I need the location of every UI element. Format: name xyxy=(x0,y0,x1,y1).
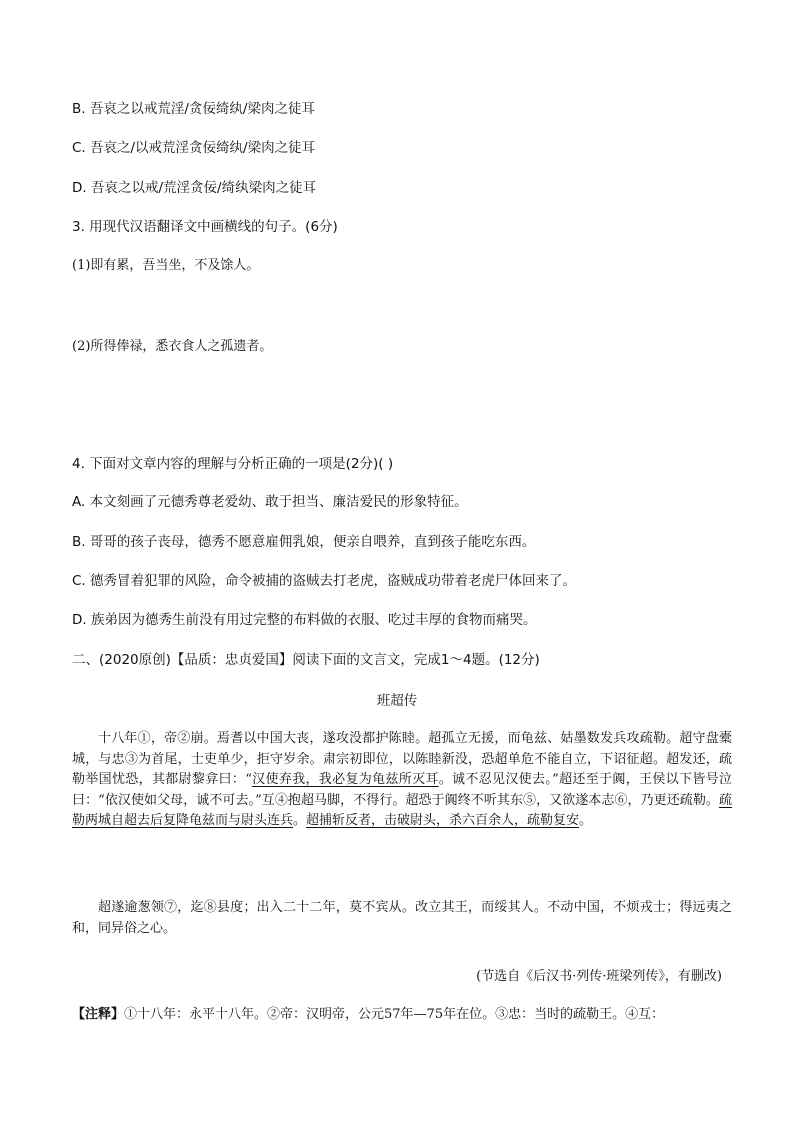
q3-prompt: 3. 用现代汉语翻译文中画横线的句子。(6分) xyxy=(72,219,338,235)
underlined-sentence-1: 汉使弃我，我必复为龟兹所灭耳 xyxy=(251,772,439,788)
source-citation: (节选自《后汉书·列传·班梁列传》，有删改) xyxy=(476,969,722,984)
passage-title: 班超传 xyxy=(376,693,418,709)
passage-paragraph-1 xyxy=(72,729,732,832)
q4-option-c: C. 德秀冒着犯罪的风险，命令被捕的盗贼去打老虎，盗贼成功带着老虎尸体回来了。 xyxy=(72,573,577,589)
q3-sentence-1: (1)即有累，吾当坐，不及馀人。 xyxy=(72,258,260,273)
q2-option-d: D. 吾哀之以戒/荒淫贪佞/绮纨梁肉之徒耳 xyxy=(72,180,317,196)
p1-text-a: 十八年①，帝②崩。焉耆以中国大丧，遂攻没都护陈睦。超孤立无援，而龟兹、姑墨数发兵攻疏勒。超守盘橐城，与忠③为首尾，士吏单少，拒守岁余。肃宗初即位，以陈睦新没，恐超单危不能自立，下诏征超。超发还，疏勒举国忧恐，其都尉黎弇曰：“ xyxy=(72,731,732,788)
underlined-sentence-2: 疏勒两城自超去后复降龟兹而与尉头连兵 xyxy=(72,792,732,829)
q4-option-d: D. 族弟因为德秀生前没有用过完整的布料做的衣服、吃过丰厚的食物而痛哭。 xyxy=(72,612,537,628)
p1-text-c: 。 xyxy=(293,813,307,829)
p1-text-b: 。诚不忍见汉使去。”超还至于阗，王侯以下皆号泣曰：“依汉使如父母，诚不可去。”互④抱超马脚，不得行。超恐于阗终不听其东⑤，又欲遂本志⑥，乃更还疏勒。 xyxy=(72,772,732,808)
q3-sentence-2: (2)所得俸禄，悉衣食人之孤遗者。 xyxy=(72,339,273,354)
annotation-text: ①十八年：永平十八年。②帝：汉明帝，公元57年—75年在位。③忠：当时的疏勒王。④互： xyxy=(124,1007,665,1022)
q2-option-c: C. 吾哀之/以戒荒淫贪佞绮纨/梁肉之徒耳 xyxy=(72,140,316,156)
passage-paragraph-2: 超遂逾葱领⑦，迄⑧县度；出入二十二年，莫不宾从。改立其王，而绥其人。不动中国，不烦戎士；得远夷之和，同异俗之心。 xyxy=(72,900,732,936)
q4-option-a: A. 本文刻画了元德秀尊老爱幼、敢于担当、廉洁爱民的形象特征。 xyxy=(72,494,468,510)
q4-option-b: B. 哥哥的孩子丧母，德秀不愿意雇佣乳娘，便亲自喂养，直到孩子能吃东西。 xyxy=(72,534,536,550)
annotation-label: 【注释】 xyxy=(72,1007,125,1022)
q4-prompt: 4. 下面对文章内容的理解与分析正确的一项是(2分)( ) xyxy=(72,456,394,472)
section-two-heading: 二、(2020原创)【品质：忠贞爱国】阅读下面的文言文，完成1～4题。(12分) xyxy=(72,652,540,668)
annotation-line xyxy=(72,1003,732,1022)
q2-option-b: B. 吾哀之以戒荒淫/贪佞绮纨/梁肉之徒耳 xyxy=(72,101,315,117)
p1-text-d: 。 xyxy=(579,813,593,829)
underlined-sentence-3: 超捕斩反者，击破尉头，杀六百余人，疏勒复安 xyxy=(306,813,580,829)
